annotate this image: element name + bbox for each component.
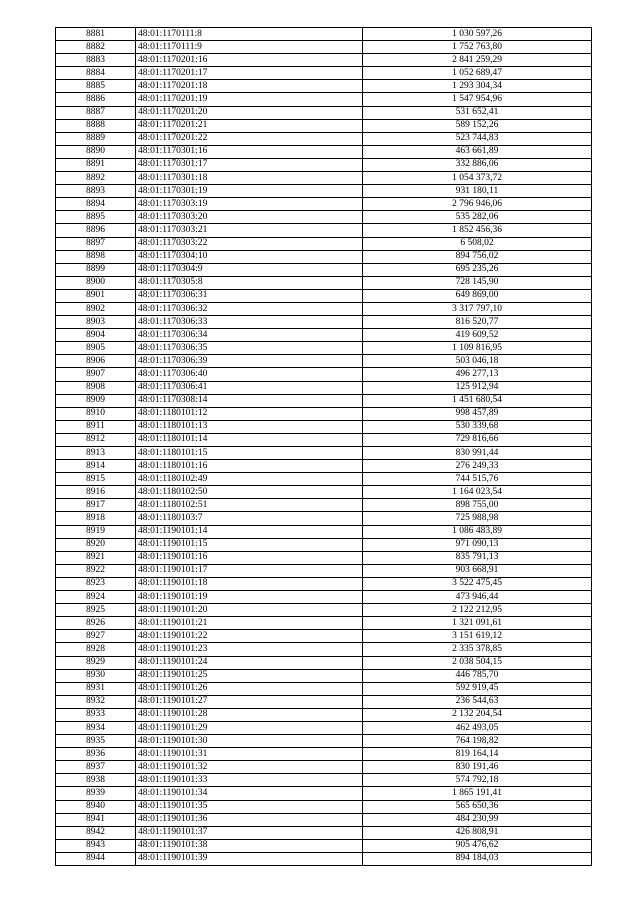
cadastral-value-cell: 3 522 475,45 (363, 577, 592, 590)
table-row (56, 211, 592, 224)
table-row (56, 316, 592, 329)
row-number-cell: 8926 (56, 617, 136, 630)
cadastral-number-cell: 48:01:1180102:50 (136, 486, 363, 499)
cadastral-number-cell: 48:01:1190101:14 (136, 525, 363, 538)
row-number-cell: 8914 (56, 460, 136, 473)
cadastral-number-cell: 48:01:1170201:16 (136, 54, 363, 67)
cadastral-value-cell: 764 198,82 (363, 735, 592, 748)
table-row (56, 512, 592, 525)
table-row (56, 525, 592, 538)
row-number-cell: 8906 (56, 355, 136, 368)
cadastral-number-cell: 48:01:1180101:14 (136, 433, 363, 446)
row-number-cell: 8904 (56, 329, 136, 342)
cadastral-number-cell: 48:01:1170301:19 (136, 185, 363, 198)
row-number-cell: 8940 (56, 800, 136, 813)
cadastral-number-cell: 48:01:1170306:33 (136, 316, 363, 329)
cadastral-number-cell: 48:01:1170303:21 (136, 224, 363, 237)
cadastral-value-cell: 503 046,18 (363, 355, 592, 368)
table-row (56, 289, 592, 302)
cadastral-value-cell: 1 164 023,54 (363, 486, 592, 499)
row-number-cell: 8938 (56, 774, 136, 787)
cadastral-number-cell: 48:01:1170111:8 (136, 28, 363, 41)
cadastral-number-cell: 48:01:1190101:26 (136, 682, 363, 695)
cadastral-number-cell: 48:01:1190101:38 (136, 839, 363, 852)
cadastral-number-cell: 48:01:1180101:16 (136, 460, 363, 473)
cadastral-number-cell: 48:01:1190101:39 (136, 852, 363, 865)
cadastral-number-cell: 48:01:1190101:20 (136, 604, 363, 617)
table-row (56, 761, 592, 774)
row-number-cell: 8891 (56, 158, 136, 171)
cadastral-number-cell: 48:01:1170306:34 (136, 329, 363, 342)
cadastral-number-cell: 48:01:1170201:21 (136, 119, 363, 132)
row-number-cell: 8913 (56, 447, 136, 460)
cadastral-number-cell: 48:01:1190101:33 (136, 774, 363, 787)
table-row (56, 172, 592, 185)
row-number-cell: 8937 (56, 761, 136, 774)
table-row (56, 800, 592, 813)
table-row (56, 237, 592, 250)
row-number-cell: 8935 (56, 735, 136, 748)
table-row (56, 93, 592, 106)
cadastral-value-cell: 574 792,18 (363, 774, 592, 787)
cadastral-value-cell: 971 090,13 (363, 538, 592, 551)
cadastral-number-cell: 48:01:1180101:12 (136, 407, 363, 420)
row-number-cell: 8924 (56, 591, 136, 604)
cadastral-value-cell: 1 086 483,89 (363, 525, 592, 538)
row-number-cell: 8881 (56, 28, 136, 41)
cadastral-value-cell: 898 755,00 (363, 499, 592, 512)
cadastral-number-cell: 48:01:1170306:32 (136, 302, 363, 315)
table-row (56, 839, 592, 852)
cadastral-value-cell: 819 164,14 (363, 748, 592, 761)
table-row (56, 329, 592, 342)
cadastral-value-cell: 484 230,99 (363, 813, 592, 826)
cadastral-value-cell: 1 109 816,95 (363, 342, 592, 355)
cadastral-number-cell: 48:01:1180102:49 (136, 473, 363, 486)
cadastral-value-cell: 2 796 946,06 (363, 198, 592, 211)
row-number-cell: 8894 (56, 198, 136, 211)
cadastral-value-cell: 463 661,89 (363, 145, 592, 158)
cadastral-number-cell: 48:01:1190101:37 (136, 826, 363, 839)
cadastral-value-cell: 1 321 091,61 (363, 617, 592, 630)
row-number-cell: 8892 (56, 172, 136, 185)
table-row (56, 276, 592, 289)
cadastral-number-cell: 48:01:1190101:34 (136, 787, 363, 800)
table-row (56, 551, 592, 564)
cadastral-value-cell: 523 744,83 (363, 132, 592, 145)
table-row (56, 735, 592, 748)
cadastral-number-cell: 48:01:1190101:19 (136, 591, 363, 604)
table-row (56, 564, 592, 577)
table-row (56, 80, 592, 93)
row-number-cell: 8905 (56, 342, 136, 355)
row-number-cell: 8936 (56, 748, 136, 761)
cadastral-number-cell: 48:01:1170301:16 (136, 145, 363, 158)
cadastral-value-cell: 894 756,02 (363, 250, 592, 263)
cadastral-number-cell: 48:01:1180103:7 (136, 512, 363, 525)
cadastral-number-cell: 48:01:1190101:29 (136, 721, 363, 734)
cadastral-value-cell: 6 508,02 (363, 237, 592, 250)
cadastral-value-cell: 816 520,77 (363, 316, 592, 329)
row-number-cell: 8916 (56, 486, 136, 499)
cadastral-number-cell: 48:01:1180102:51 (136, 499, 363, 512)
table-row (56, 132, 592, 145)
cadastral-number-cell: 48:01:1190101:24 (136, 656, 363, 669)
table-row (56, 538, 592, 551)
table-row (56, 145, 592, 158)
cadastral-value-cell: 1 451 680,54 (363, 394, 592, 407)
cadastral-value-cell: 236 544,63 (363, 695, 592, 708)
cadastral-number-cell: 48:01:1190101:17 (136, 564, 363, 577)
table-row (56, 28, 592, 41)
cadastral-value-cell: 531 652,41 (363, 106, 592, 119)
table-row (56, 263, 592, 276)
cadastral-value-cell: 728 145,90 (363, 276, 592, 289)
cadastral-number-cell: 48:01:1170303:22 (136, 237, 363, 250)
cadastral-number-cell: 48:01:1170308:14 (136, 394, 363, 407)
row-number-cell: 8884 (56, 67, 136, 80)
row-number-cell: 8941 (56, 813, 136, 826)
row-number-cell: 8943 (56, 839, 136, 852)
row-number-cell: 8922 (56, 564, 136, 577)
cadastral-value-cell: 1 293 304,34 (363, 80, 592, 93)
row-number-cell: 8882 (56, 41, 136, 54)
table-row (56, 591, 592, 604)
cadastral-value-cell: 2 132 204,54 (363, 708, 592, 721)
cadastral-value-cell: 931 180,11 (363, 185, 592, 198)
cadastral-number-cell: 48:01:1170111:9 (136, 41, 363, 54)
cadastral-number-cell: 48:01:1170201:18 (136, 80, 363, 93)
table-row (56, 787, 592, 800)
cadastral-value-cell: 2 841 259,29 (363, 54, 592, 67)
cadastral-number-cell: 48:01:1170301:18 (136, 172, 363, 185)
row-number-cell: 8925 (56, 604, 136, 617)
row-number-cell: 8939 (56, 787, 136, 800)
row-number-cell: 8902 (56, 302, 136, 315)
row-number-cell: 8917 (56, 499, 136, 512)
cadastral-value-cell: 535 282,06 (363, 211, 592, 224)
cadastral-value-cell: 835 791,13 (363, 551, 592, 564)
cadastral-value-cell: 695 235,26 (363, 263, 592, 276)
cadastral-number-cell: 48:01:1190101:15 (136, 538, 363, 551)
table-row (56, 198, 592, 211)
cadastral-number-cell: 48:01:1170306:35 (136, 342, 363, 355)
cadastral-number-cell: 48:01:1190101:22 (136, 630, 363, 643)
cadastral-number-cell: 48:01:1170303:20 (136, 211, 363, 224)
table-row (56, 106, 592, 119)
row-number-cell: 8932 (56, 695, 136, 708)
table-row (56, 342, 592, 355)
table-row (56, 695, 592, 708)
table-row (56, 420, 592, 433)
row-number-cell: 8888 (56, 119, 136, 132)
cadastral-number-cell: 48:01:1170201:22 (136, 132, 363, 145)
cadastral-value-cell: 1 052 689,47 (363, 67, 592, 80)
row-number-cell: 8903 (56, 316, 136, 329)
table-row (56, 577, 592, 590)
row-number-cell: 8912 (56, 433, 136, 446)
table-row (56, 119, 592, 132)
cadastral-number-cell: 48:01:1170306:40 (136, 368, 363, 381)
cadastral-value-cell: 2 122 212,95 (363, 604, 592, 617)
cadastral-value-cell: 125 912,94 (363, 381, 592, 394)
table-row (56, 368, 592, 381)
cadastral-value-table (55, 27, 592, 866)
table-row (56, 54, 592, 67)
cadastral-number-cell: 48:01:1180101:13 (136, 420, 363, 433)
row-number-cell: 8942 (56, 826, 136, 839)
row-number-cell: 8883 (56, 54, 136, 67)
cadastral-value-cell: 998 457,89 (363, 407, 592, 420)
cadastral-value-cell: 1 030 597,26 (363, 28, 592, 41)
table-row (56, 158, 592, 171)
table-row (56, 447, 592, 460)
cadastral-value-cell: 3 317 797,10 (363, 302, 592, 315)
row-number-cell: 8890 (56, 145, 136, 158)
cadastral-value-cell: 729 816,66 (363, 433, 592, 446)
cadastral-number-cell: 48:01:1190101:25 (136, 669, 363, 682)
cadastral-value-cell: 2 335 378,85 (363, 643, 592, 656)
row-number-cell: 8927 (56, 630, 136, 643)
row-number-cell: 8893 (56, 185, 136, 198)
row-number-cell: 8887 (56, 106, 136, 119)
cadastral-value-cell: 592 919,45 (363, 682, 592, 695)
table-row (56, 250, 592, 263)
row-number-cell: 8921 (56, 551, 136, 564)
cadastral-number-cell: 48:01:1190101:16 (136, 551, 363, 564)
row-number-cell: 8919 (56, 525, 136, 538)
table-row (56, 682, 592, 695)
row-number-cell: 8885 (56, 80, 136, 93)
cadastral-value-cell: 903 668,91 (363, 564, 592, 577)
table-row (56, 381, 592, 394)
cadastral-value-cell: 2 038 504,15 (363, 656, 592, 669)
table-row (56, 224, 592, 237)
cadastral-number-cell: 48:01:1190101:21 (136, 617, 363, 630)
cadastral-value-cell: 905 476,62 (363, 839, 592, 852)
cadastral-value-cell: 744 515,76 (363, 473, 592, 486)
cadastral-value-cell: 473 946,44 (363, 591, 592, 604)
table-row (56, 460, 592, 473)
row-number-cell: 8918 (56, 512, 136, 525)
table-row (56, 41, 592, 54)
cadastral-value-cell: 462 493,05 (363, 721, 592, 734)
table-row (56, 643, 592, 656)
cadastral-number-cell: 48:01:1170201:17 (136, 67, 363, 80)
row-number-cell: 8908 (56, 381, 136, 394)
table-row (56, 774, 592, 787)
table-row (56, 407, 592, 420)
row-number-cell: 8928 (56, 643, 136, 656)
cadastral-value-cell: 276 249,33 (363, 460, 592, 473)
table-row (56, 499, 592, 512)
table-row (56, 185, 592, 198)
row-number-cell: 8929 (56, 656, 136, 669)
row-number-cell: 8889 (56, 132, 136, 145)
cadastral-number-cell: 48:01:1170306:41 (136, 381, 363, 394)
cadastral-number-cell: 48:01:1190101:23 (136, 643, 363, 656)
cadastral-value-cell: 496 277,13 (363, 368, 592, 381)
cadastral-value-cell: 894 184,03 (363, 852, 592, 865)
cadastral-number-cell: 48:01:1190101:35 (136, 800, 363, 813)
cadastral-value-cell: 1 547 954,96 (363, 93, 592, 106)
table-row (56, 67, 592, 80)
cadastral-value-cell: 649 869,00 (363, 289, 592, 302)
cadastral-number-cell: 48:01:1170303:19 (136, 198, 363, 211)
table-row (56, 826, 592, 839)
cadastral-value-cell: 725 988,98 (363, 512, 592, 525)
cadastral-value-cell: 830 991,44 (363, 447, 592, 460)
table-row (56, 433, 592, 446)
row-number-cell: 8934 (56, 721, 136, 734)
row-number-cell: 8910 (56, 407, 136, 420)
row-number-cell: 8911 (56, 420, 136, 433)
cadastral-value-cell: 1 752 763,80 (363, 41, 592, 54)
document-page (55, 27, 591, 866)
cadastral-number-cell: 48:01:1190101:28 (136, 708, 363, 721)
cadastral-number-cell: 48:01:1170304:9 (136, 263, 363, 276)
row-number-cell: 8930 (56, 669, 136, 682)
cadastral-number-cell: 48:01:1170301:17 (136, 158, 363, 171)
table-row (56, 473, 592, 486)
cadastral-value-cell: 830 191,46 (363, 761, 592, 774)
table-body (56, 28, 592, 866)
cadastral-number-cell: 48:01:1190101:18 (136, 577, 363, 590)
cadastral-number-cell: 48:01:1170306:39 (136, 355, 363, 368)
row-number-cell: 8933 (56, 708, 136, 721)
cadastral-value-cell: 1 852 456,36 (363, 224, 592, 237)
table-row (56, 852, 592, 865)
cadastral-value-cell: 1 865 191,41 (363, 787, 592, 800)
row-number-cell: 8897 (56, 237, 136, 250)
cadastral-value-cell: 530 339,68 (363, 420, 592, 433)
table-row (56, 669, 592, 682)
row-number-cell: 8886 (56, 93, 136, 106)
row-number-cell: 8895 (56, 211, 136, 224)
cadastral-value-cell: 419 609,52 (363, 329, 592, 342)
cadastral-number-cell: 48:01:1170305:8 (136, 276, 363, 289)
table-row (56, 486, 592, 499)
cadastral-value-cell: 565 650,36 (363, 800, 592, 813)
table-row (56, 721, 592, 734)
row-number-cell: 8920 (56, 538, 136, 551)
cadastral-number-cell: 48:01:1180101:15 (136, 447, 363, 460)
cadastral-value-cell: 3 151 619,12 (363, 630, 592, 643)
row-number-cell: 8923 (56, 577, 136, 590)
row-number-cell: 8931 (56, 682, 136, 695)
table-row (56, 656, 592, 669)
table-row (56, 604, 592, 617)
table-row (56, 355, 592, 368)
row-number-cell: 8896 (56, 224, 136, 237)
cadastral-number-cell: 48:01:1190101:31 (136, 748, 363, 761)
cadastral-value-cell: 589 152,26 (363, 119, 592, 132)
cadastral-number-cell: 48:01:1190101:36 (136, 813, 363, 826)
cadastral-number-cell: 48:01:1170306:31 (136, 289, 363, 302)
table-row (56, 813, 592, 826)
cadastral-number-cell: 48:01:1170201:20 (136, 106, 363, 119)
row-number-cell: 8907 (56, 368, 136, 381)
cadastral-number-cell: 48:01:1190101:27 (136, 695, 363, 708)
row-number-cell: 8901 (56, 289, 136, 302)
cadastral-value-cell: 1 054 373,72 (363, 172, 592, 185)
row-number-cell: 8944 (56, 852, 136, 865)
row-number-cell: 8915 (56, 473, 136, 486)
cadastral-number-cell: 48:01:1190101:32 (136, 761, 363, 774)
row-number-cell: 8899 (56, 263, 136, 276)
cadastral-value-cell: 426 808,91 (363, 826, 592, 839)
row-number-cell: 8909 (56, 394, 136, 407)
table-row (56, 302, 592, 315)
table-row (56, 630, 592, 643)
cadastral-value-cell: 332 886,06 (363, 158, 592, 171)
row-number-cell: 8900 (56, 276, 136, 289)
cadastral-number-cell: 48:01:1190101:30 (136, 735, 363, 748)
table-row (56, 748, 592, 761)
table-row (56, 617, 592, 630)
cadastral-number-cell: 48:01:1170201:19 (136, 93, 363, 106)
cadastral-number-cell: 48:01:1170304:10 (136, 250, 363, 263)
table-row (56, 394, 592, 407)
row-number-cell: 8898 (56, 250, 136, 263)
table-row (56, 708, 592, 721)
cadastral-value-cell: 446 785,70 (363, 669, 592, 682)
